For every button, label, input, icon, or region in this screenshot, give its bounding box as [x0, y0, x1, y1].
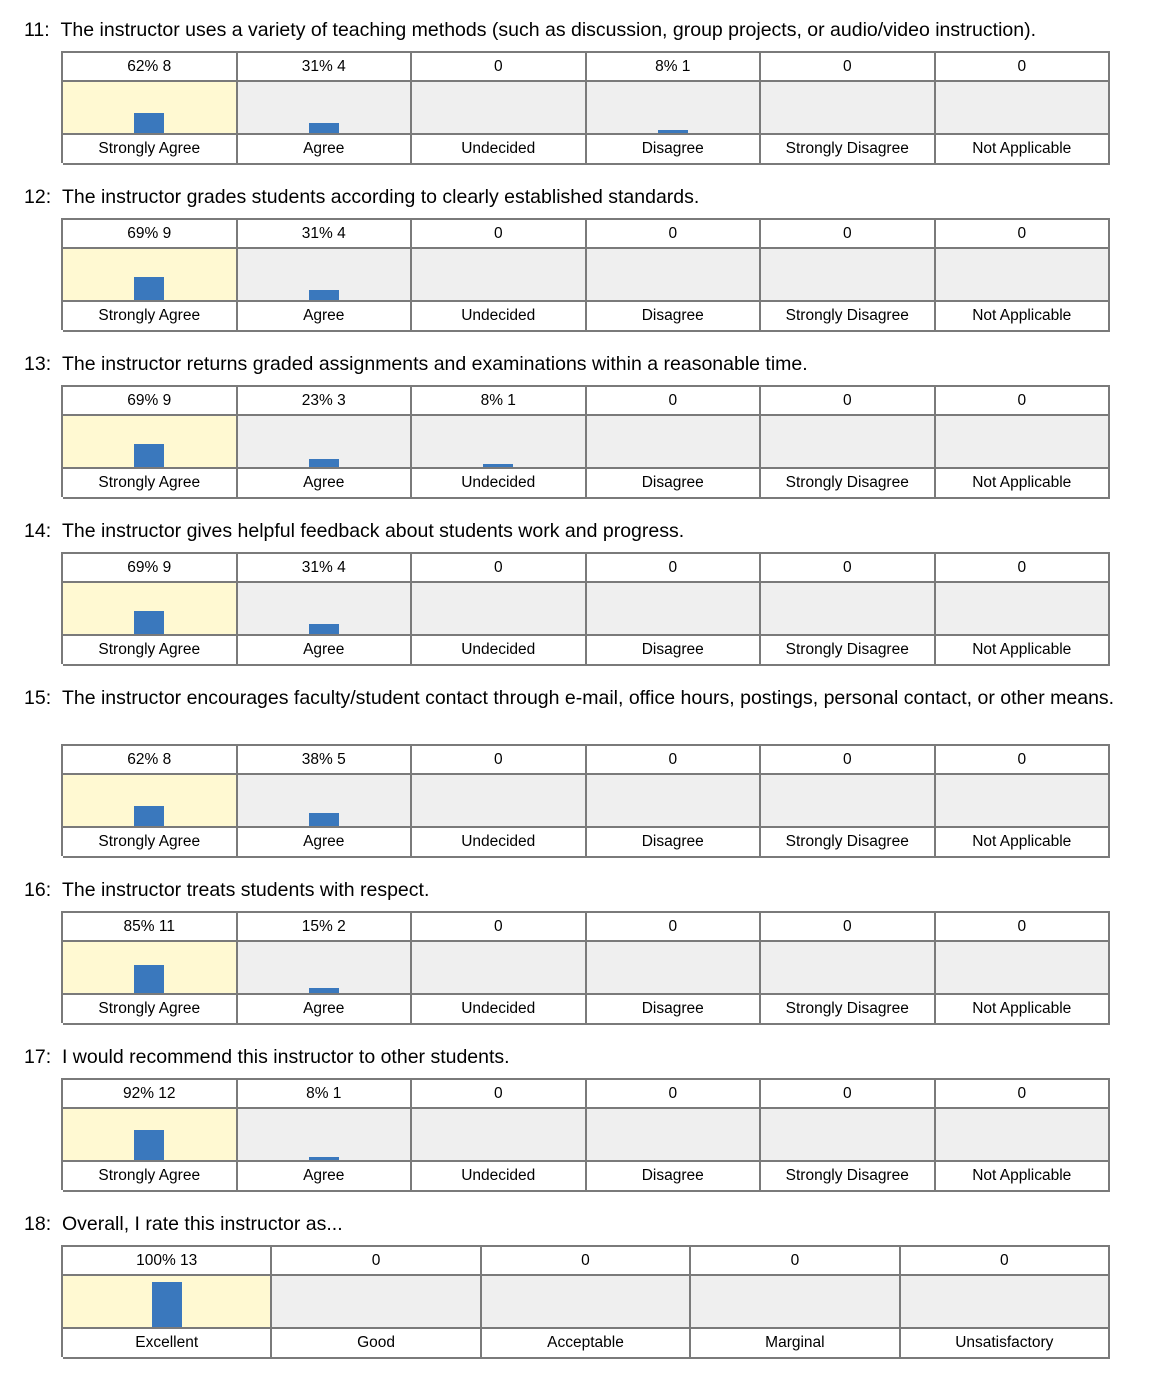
- bar-cell: [412, 1109, 587, 1162]
- data-label: 0: [587, 387, 762, 416]
- data-label: 0: [936, 53, 1111, 82]
- bar-cell: [238, 1109, 413, 1162]
- bar-cell: [761, 249, 936, 302]
- question-number: 11:: [24, 19, 50, 41]
- category-label: Strongly Agree: [63, 828, 238, 858]
- question-text: [24, 1045, 1124, 1070]
- category-label: Unsatisfactory: [901, 1329, 1110, 1359]
- bar-cell: [412, 583, 587, 636]
- data-label: 0: [761, 554, 936, 583]
- category-label: Not Applicable: [936, 135, 1111, 165]
- category-label: Strongly Agree: [63, 995, 238, 1025]
- data-label: 0: [761, 53, 936, 82]
- category-label: Disagree: [587, 1162, 762, 1192]
- bar-cell: [587, 249, 762, 302]
- bar-cell: [412, 249, 587, 302]
- category-label: Undecided: [412, 135, 587, 165]
- response-chart: [61, 1245, 1110, 1357]
- category-label: Strongly Disagree: [761, 636, 936, 666]
- bar-cell: [63, 249, 238, 302]
- bar: [134, 806, 164, 826]
- bar: [309, 813, 339, 826]
- data-label: 69% 9: [63, 554, 238, 583]
- question-label: The instructor gives helpful feedback about students work and progress.: [61, 520, 685, 542]
- category-label: Disagree: [587, 995, 762, 1025]
- category-label: Not Applicable: [936, 995, 1111, 1025]
- bar: [152, 1282, 182, 1327]
- response-chart: [61, 552, 1110, 664]
- bar-cell: [587, 942, 762, 995]
- bar: [309, 123, 339, 133]
- question-label: The instructor returns graded assignments and examinations within a reasonable time.: [61, 353, 808, 375]
- bar-cell: [412, 775, 587, 828]
- question-text: [24, 1212, 1124, 1237]
- category-label: Disagree: [587, 636, 762, 666]
- data-label: 0: [412, 1080, 587, 1109]
- data-label: 38% 5: [238, 746, 413, 775]
- data-label: 0: [587, 1080, 762, 1109]
- category-label: Acceptable: [482, 1329, 691, 1359]
- category-label: Agree: [238, 135, 413, 165]
- category-label: Strongly Agree: [63, 135, 238, 165]
- data-label: 0: [587, 746, 762, 775]
- bar-cell: [238, 775, 413, 828]
- bar-cell: [482, 1276, 691, 1329]
- data-label: 0: [761, 220, 936, 249]
- bar-cell: [63, 1276, 272, 1329]
- bar-cell: [63, 775, 238, 828]
- question-text: [24, 878, 1124, 903]
- bar-cell: [238, 583, 413, 636]
- category-label: Strongly Agree: [63, 302, 238, 332]
- category-label: Disagree: [587, 828, 762, 858]
- bar-cell: [412, 82, 587, 135]
- question-label: The instructor treats students with respect.: [61, 879, 430, 901]
- category-label: Disagree: [587, 302, 762, 332]
- data-label: 0: [936, 387, 1111, 416]
- bar-cell: [901, 1276, 1110, 1329]
- data-label: 15% 2: [238, 913, 413, 942]
- category-label: Strongly Agree: [63, 636, 238, 666]
- category-label: Undecided: [412, 302, 587, 332]
- bar-cell: [761, 775, 936, 828]
- bar-cell: [63, 416, 238, 469]
- bar-cell: [936, 416, 1111, 469]
- bar-cell: [761, 942, 936, 995]
- bar-cell: [238, 249, 413, 302]
- category-label: Strongly Disagree: [761, 828, 936, 858]
- data-label: 0: [272, 1247, 481, 1276]
- question-text: [24, 519, 1124, 544]
- question-label: The instructor uses a variety of teaching methods (such as discussion, group projects, or audio/video instruction).: [60, 19, 1037, 41]
- bar: [309, 459, 339, 467]
- bar-cell: [272, 1276, 481, 1329]
- category-label: Not Applicable: [936, 828, 1111, 858]
- bar-cell: [238, 942, 413, 995]
- data-label: 0: [412, 220, 587, 249]
- data-label: 69% 9: [63, 220, 238, 249]
- data-label: 0: [936, 554, 1111, 583]
- bar-cell: [936, 775, 1111, 828]
- bar: [309, 988, 339, 993]
- bar-cell: [63, 1109, 238, 1162]
- data-label: 0: [761, 746, 936, 775]
- data-label: 0: [587, 220, 762, 249]
- bar-cell: [761, 1109, 936, 1162]
- category-label: Undecided: [412, 995, 587, 1025]
- bar: [483, 464, 513, 467]
- bar-cell: [587, 416, 762, 469]
- bar-cell: [936, 583, 1111, 636]
- category-label: Undecided: [412, 828, 587, 858]
- data-label: 85% 11: [63, 913, 238, 942]
- bar: [134, 611, 164, 634]
- data-label: 62% 8: [63, 53, 238, 82]
- data-label: 0: [936, 1080, 1111, 1109]
- question-number: 13:: [24, 353, 52, 375]
- bar-cell: [761, 82, 936, 135]
- bar: [309, 624, 339, 634]
- category-label: Agree: [238, 828, 413, 858]
- category-label: Good: [272, 1329, 481, 1359]
- bar-cell: [691, 1276, 900, 1329]
- bar-cell: [238, 416, 413, 469]
- data-label: 0: [691, 1247, 900, 1276]
- category-label: Excellent: [63, 1329, 272, 1359]
- category-label: Strongly Disagree: [761, 302, 936, 332]
- data-label: 23% 3: [238, 387, 413, 416]
- bar: [134, 1130, 164, 1160]
- bar: [134, 965, 164, 993]
- bar-cell: [936, 82, 1111, 135]
- category-label: Disagree: [587, 469, 762, 499]
- bar-cell: [936, 942, 1111, 995]
- bar-cell: [587, 82, 762, 135]
- data-label: 8% 1: [238, 1080, 413, 1109]
- category-label: Undecided: [412, 1162, 587, 1192]
- data-label: 31% 4: [238, 53, 413, 82]
- category-label: Not Applicable: [936, 636, 1111, 666]
- question-label: I would recommend this instructor to other students.: [61, 1046, 510, 1068]
- category-label: Strongly Agree: [63, 469, 238, 499]
- category-label: Strongly Disagree: [761, 469, 936, 499]
- category-label: Agree: [238, 1162, 413, 1192]
- category-label: Marginal: [691, 1329, 900, 1359]
- data-label: 62% 8: [63, 746, 238, 775]
- bar-cell: [587, 583, 762, 636]
- bar-cell: [412, 942, 587, 995]
- data-label: 0: [936, 913, 1111, 942]
- data-label: 0: [901, 1247, 1110, 1276]
- bar-cell: [63, 583, 238, 636]
- response-chart: [61, 218, 1110, 330]
- response-chart: [61, 51, 1110, 163]
- bar: [658, 130, 688, 133]
- data-label: 69% 9: [63, 387, 238, 416]
- category-label: Not Applicable: [936, 469, 1111, 499]
- question-number: 12:: [24, 186, 52, 208]
- data-label: 0: [936, 746, 1111, 775]
- response-chart: [61, 911, 1110, 1023]
- bar: [134, 444, 164, 467]
- question-number: 16:: [24, 879, 52, 901]
- question-label: The instructor encourages faculty/student contact through e-mail, office hours, postings, personal contact, or other means.: [61, 687, 1115, 709]
- bar-cell: [936, 249, 1111, 302]
- category-label: Not Applicable: [936, 302, 1111, 332]
- category-label: Agree: [238, 636, 413, 666]
- question-text: [24, 185, 1124, 210]
- category-label: Strongly Disagree: [761, 1162, 936, 1192]
- data-label: 0: [936, 220, 1111, 249]
- bar-cell: [587, 775, 762, 828]
- data-label: 31% 4: [238, 554, 413, 583]
- bar: [309, 290, 339, 300]
- data-label: 0: [412, 913, 587, 942]
- data-label: 0: [587, 554, 762, 583]
- data-label: 0: [412, 53, 587, 82]
- category-label: Strongly Agree: [63, 1162, 238, 1192]
- data-label: 92% 12: [63, 1080, 238, 1109]
- bar-cell: [761, 583, 936, 636]
- data-label: 0: [761, 913, 936, 942]
- category-label: Disagree: [587, 135, 762, 165]
- data-label: 0: [412, 554, 587, 583]
- category-label: Strongly Disagree: [761, 135, 936, 165]
- data-label: 8% 1: [587, 53, 762, 82]
- data-label: 0: [761, 387, 936, 416]
- question-text: [24, 686, 1124, 711]
- question-text: [24, 352, 1124, 377]
- question-number: 15:: [24, 687, 52, 709]
- category-label: Not Applicable: [936, 1162, 1111, 1192]
- question-label: The instructor grades students according to clearly established standards.: [61, 186, 700, 208]
- question-label: Overall, I rate this instructor as...: [61, 1213, 343, 1235]
- bar-cell: [238, 82, 413, 135]
- question-text: [24, 18, 1124, 43]
- bar: [134, 277, 164, 300]
- question-number: 18:: [24, 1213, 52, 1235]
- category-label: Agree: [238, 995, 413, 1025]
- data-label: 0: [412, 746, 587, 775]
- category-label: Strongly Disagree: [761, 995, 936, 1025]
- response-chart: [61, 385, 1110, 497]
- bar-cell: [761, 416, 936, 469]
- bar-cell: [63, 942, 238, 995]
- category-label: Undecided: [412, 469, 587, 499]
- data-label: 0: [482, 1247, 691, 1276]
- data-label: 0: [761, 1080, 936, 1109]
- bar-cell: [412, 416, 587, 469]
- category-label: Agree: [238, 469, 413, 499]
- bar-cell: [936, 1109, 1111, 1162]
- question-number: 17:: [24, 1046, 52, 1068]
- bar-cell: [63, 82, 238, 135]
- data-label: 100% 13: [63, 1247, 272, 1276]
- data-label: 8% 1: [412, 387, 587, 416]
- bar: [309, 1157, 339, 1160]
- data-label: 0: [587, 913, 762, 942]
- category-label: Agree: [238, 302, 413, 332]
- category-label: Undecided: [412, 636, 587, 666]
- response-chart: [61, 744, 1110, 856]
- bar-cell: [587, 1109, 762, 1162]
- response-chart: [61, 1078, 1110, 1190]
- data-label: 31% 4: [238, 220, 413, 249]
- bar: [134, 113, 164, 133]
- question-number: 14:: [24, 520, 52, 542]
